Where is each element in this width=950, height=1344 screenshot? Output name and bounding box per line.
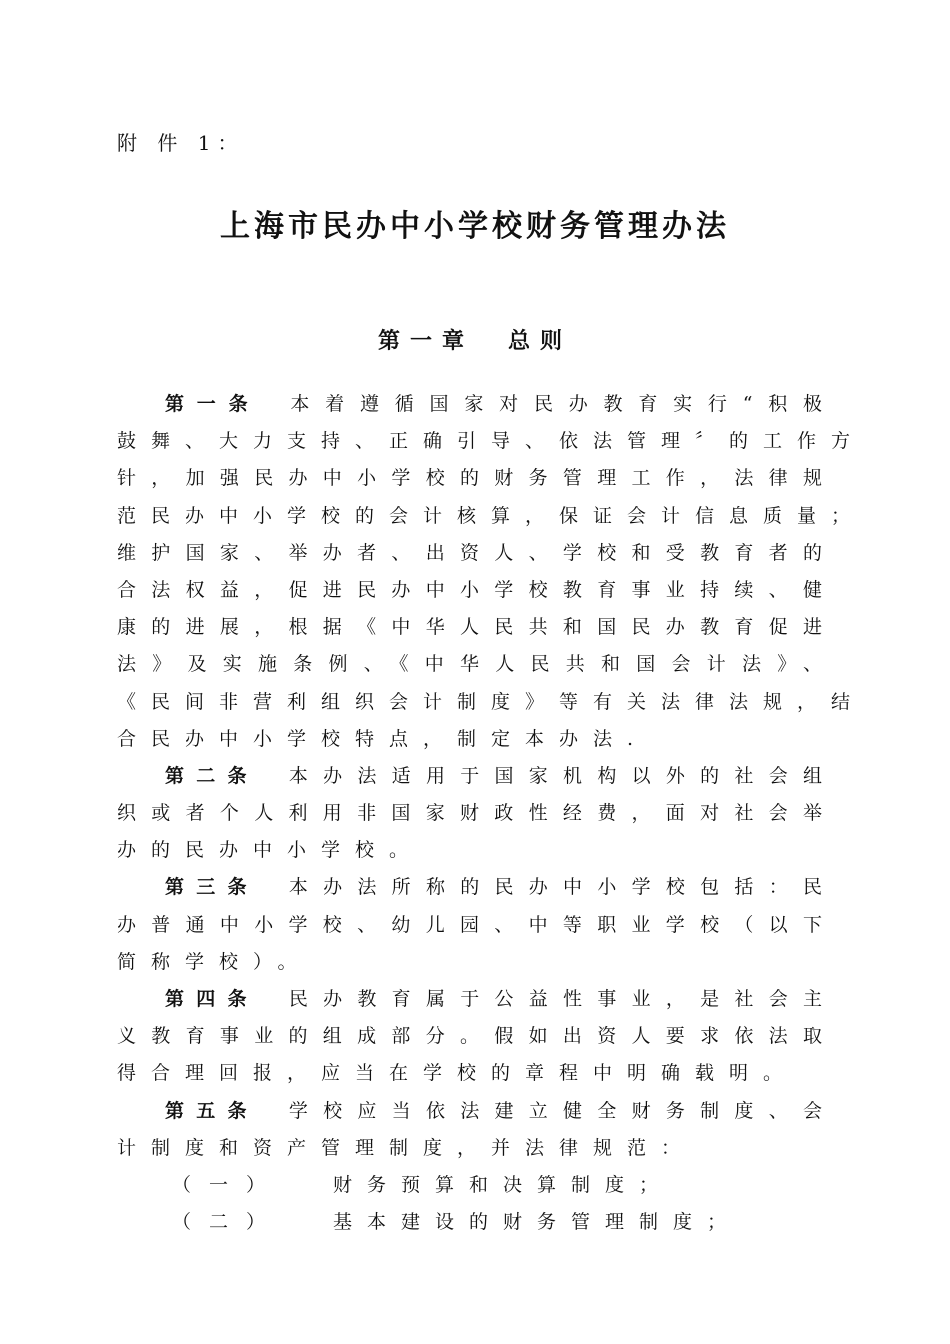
chapter-number: 第一章	[377, 329, 474, 354]
article-label: 第三条	[165, 876, 259, 899]
article-line: 法》及实施条例、《中华人民共和国会计法》、	[117, 653, 837, 676]
article-line: 针，加强民办中小学校的财务管理工作，法律规	[117, 467, 837, 490]
attachment-label: 附 件 1：	[117, 131, 245, 155]
document-body	[117, 386, 866, 1241]
article-line: 第三条 本办法所称的民办中小学校包括：民	[165, 876, 837, 899]
article-3	[117, 869, 837, 981]
article-label: 第五条	[165, 1099, 259, 1122]
item-text: 基本建设的财务管理制度；	[333, 1211, 742, 1234]
article-line: 得合理回报，应当在学校的章程中明确载明。	[117, 1062, 798, 1085]
article-line: 康的进展，根据《中华人民共和国民办教育促进	[117, 616, 837, 639]
article-line: 简称学校）。	[117, 950, 312, 973]
article-line: 办普通中小学校、幼儿园、中等职业学校（以下	[117, 913, 837, 936]
article-line: 计制度和资产管理制度，并法律规范：	[117, 1136, 696, 1159]
chapter-heading	[0, 324, 950, 360]
article-line: 第五条 学校应当依法建立健全财务制度、会	[165, 1099, 837, 1122]
article-line: 第四条 民办教育属于公益性事业，是社会主	[165, 988, 837, 1010]
list-item	[117, 1167, 837, 1204]
chapter-name: 总则	[508, 329, 573, 354]
article-line: 办的民办中小学校。	[117, 839, 424, 862]
article-line: 维护国家、举办者、出资人、学校和受教育者的	[117, 541, 837, 564]
list-item	[117, 1204, 837, 1241]
article-label: 第一条	[165, 393, 261, 415]
item-list	[117, 1167, 837, 1241]
article-1	[117, 386, 866, 758]
article-line: 第二条 本办法适用于国家机构以外的社会组	[165, 764, 837, 787]
article-line: 合法权益，促进民办中小学校教育事业持续、健	[117, 578, 837, 601]
article-5	[117, 1093, 837, 1167]
article-line: 织或者个人利用非国家财政性经费，面对社会举	[117, 802, 837, 825]
article-line: 义教育事业的组成部分。假如出资人要求依法取	[117, 1025, 837, 1048]
document-title: 上海市民办中小学校财务管理办法	[220, 209, 730, 244]
article-2	[117, 758, 837, 870]
article-line: 合民办中小学校特点，制定本办法.	[117, 727, 649, 750]
article-line: 第一条 本着遵循国家对民办教育实行“积极	[165, 393, 837, 415]
article-line: 范民办中小学校的会计核算，保证会计信息质量；	[117, 504, 866, 527]
item-label: （二）	[172, 1211, 284, 1234]
item-text: 财务预算和决算制度；	[333, 1173, 674, 1196]
article-label: 第四条	[165, 988, 259, 1010]
article-line: 《民间非营利组织会计制度》等有关法律法规，结	[117, 690, 866, 713]
item-label: （一）	[172, 1173, 284, 1196]
article-line: 鼓舞、大力支持、正确引导、依法管理〞的工作方	[117, 430, 866, 453]
article-4	[117, 981, 837, 1093]
article-label: 第二条	[165, 764, 259, 787]
